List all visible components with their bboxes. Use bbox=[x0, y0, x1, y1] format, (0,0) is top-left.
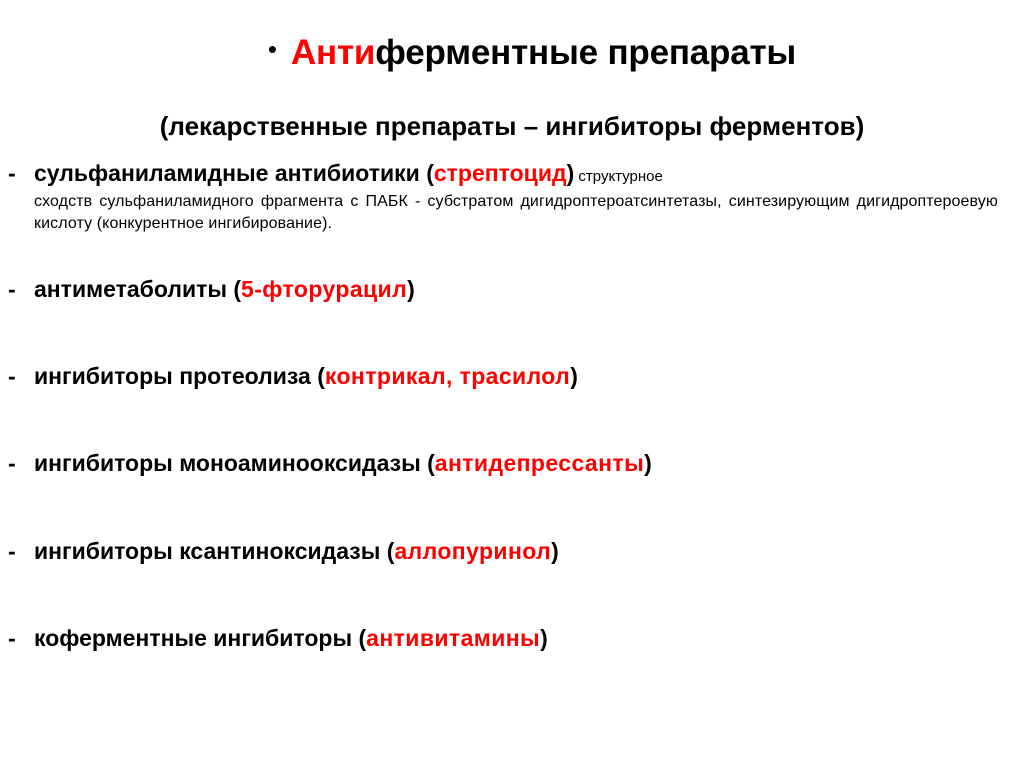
list-item-accent: контрикал, трасилол bbox=[324, 363, 571, 390]
dash-icon: - bbox=[8, 276, 16, 303]
slide-title-row bbox=[0, 10, 1024, 97]
page-title-accent: Анти bbox=[290, 33, 376, 73]
list-item-lead: коферментные ингибиторы ( bbox=[34, 624, 367, 651]
list-item-inline-note: структурное bbox=[574, 167, 663, 185]
list-item-lead: антиметаболиты ( bbox=[34, 276, 242, 303]
list-item-lead: сульфаниламидные антибиотики ( bbox=[34, 159, 434, 186]
dash-icon: - bbox=[8, 624, 16, 651]
dash-icon: - bbox=[8, 450, 16, 477]
list-item-xanthine-oxidase-inhibitors bbox=[8, 538, 1016, 565]
list-item-text bbox=[34, 160, 1016, 234]
list-item-tail: ) bbox=[644, 450, 652, 477]
list-item-text bbox=[34, 450, 1016, 477]
list-item-text bbox=[34, 538, 1016, 565]
content-list bbox=[0, 160, 1024, 652]
list-item-sulfanilamide-antibiotics bbox=[8, 160, 1016, 234]
list-item-proteolysis-inhibitors bbox=[8, 363, 1016, 390]
list-item-note: сходств сульфаниламидного фрагмента с ПАБК - субстратом дигидроптероатсинтетазы, синтезирующим дигидроптероевую кислоту (конкурентное ингибирование). bbox=[34, 193, 998, 232]
list-item-mao-inhibitors bbox=[8, 450, 1016, 477]
dash-icon: - bbox=[8, 537, 16, 564]
list-item-lead: ингибиторы протеолиза ( bbox=[34, 363, 325, 390]
page-title bbox=[291, 33, 796, 73]
list-item-accent: аллопуринол bbox=[394, 537, 552, 564]
list-item-coenzyme-inhibitors bbox=[8, 625, 1016, 652]
list-item-accent: 5-фторурацил bbox=[241, 276, 408, 303]
list-item-text bbox=[34, 625, 1016, 652]
list-item-lead: ингибиторы ксантиноксидазы ( bbox=[34, 537, 395, 564]
list-item-antimetabolites bbox=[8, 276, 1016, 303]
page-title-rest: ферментные препараты bbox=[375, 33, 797, 73]
list-item-text bbox=[34, 276, 1016, 303]
list-item-tail: ) bbox=[551, 537, 559, 564]
list-item-lead: ингибиторы моноаминооксидазы ( bbox=[34, 450, 435, 477]
list-item-tail: ) bbox=[566, 159, 575, 186]
dash-icon: - bbox=[8, 159, 16, 186]
dash-icon: - bbox=[8, 363, 16, 390]
list-item-accent: стрептоцид bbox=[433, 159, 567, 186]
list-item-accent: антивитамины bbox=[366, 624, 541, 651]
bullet-icon: • bbox=[267, 34, 277, 65]
list-item-tail: ) bbox=[570, 363, 578, 390]
slide bbox=[0, 10, 1024, 777]
list-item-text bbox=[34, 363, 1016, 390]
list-item-accent: антидепрессанты bbox=[434, 450, 645, 477]
list-item-tail: ) bbox=[540, 624, 548, 651]
page-subtitle: (лекарственные препараты – ингибиторы ферментов) bbox=[159, 110, 865, 141]
list-item-tail: ) bbox=[407, 276, 415, 303]
